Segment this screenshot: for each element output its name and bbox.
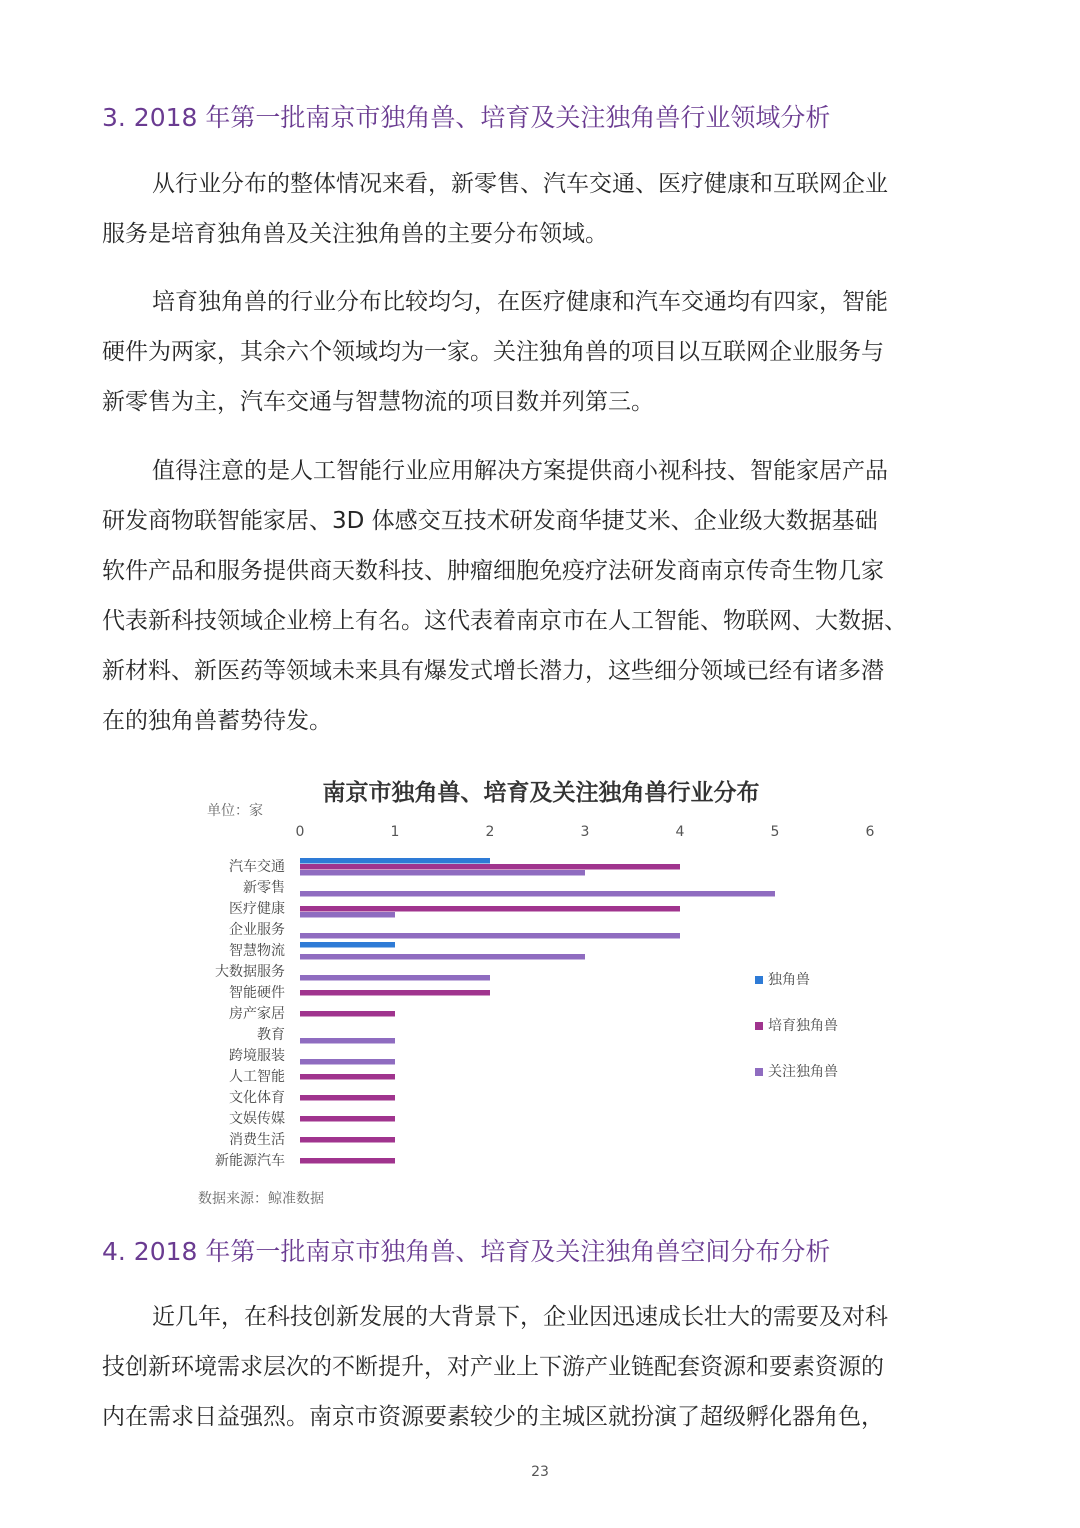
paragraph-line: 研发商物联智能家居、3D 体感交互技术研发商华捷艾米、企业级大数据基础 xyxy=(102,508,878,534)
paragraph-line: 近几年，在科技创新发展的大背景下，企业因迅速成长壮大的需要及对科 xyxy=(152,1304,888,1330)
chart-source: 数据来源：鲸准数据 xyxy=(198,1191,324,1207)
bar xyxy=(300,906,680,912)
paragraph-line: 硬件为两家，其余六个领域均为一家。关注独角兽的项目以互联网企业服务与 xyxy=(102,339,884,365)
bar xyxy=(300,975,490,981)
bar xyxy=(300,1137,395,1143)
chart-legend xyxy=(755,971,838,1080)
x-tick-label: 0 xyxy=(295,824,305,840)
bar xyxy=(300,954,585,960)
category-label: 文娱传媒 xyxy=(229,1111,285,1127)
bar xyxy=(300,870,585,876)
x-tick-label: 5 xyxy=(770,824,780,840)
bar xyxy=(300,1011,395,1017)
x-tick-label: 4 xyxy=(675,824,685,840)
bar xyxy=(300,990,490,996)
paragraph-line: 技创新环境需求层次的不断提升，对产业上下游产业链配套资源和要素资源的 xyxy=(102,1354,884,1380)
category-label: 人工智能 xyxy=(229,1069,285,1085)
category-label: 新零售 xyxy=(243,880,285,896)
paragraph-line: 从行业分布的整体情况来看，新零售、汽车交通、医疗健康和互联网企业 xyxy=(152,171,888,197)
paragraph-spatial-distribution xyxy=(102,1292,982,1442)
paragraph-line: 新零售为主，汽车交通与智慧物流的项目数并列第三。 xyxy=(102,389,654,415)
paragraph-industry-overview xyxy=(102,159,982,259)
bar xyxy=(300,1038,395,1044)
y-axis-labels xyxy=(215,859,285,1169)
x-axis-ticks xyxy=(296,824,875,840)
bar xyxy=(300,891,775,897)
section-4-heading: 4. 2018 年第一批南京市独角兽、培育及关注独角兽空间分布分析 xyxy=(102,1237,831,1266)
paragraph-line: 在的独角兽蓄势待发。 xyxy=(102,708,332,734)
paragraph-line: 新材料、新医药等领域未来具有爆发式增长潜力，这些细分领域已经有诸多潜 xyxy=(102,658,884,684)
chart-title: 南京市独角兽、培育及关注独角兽行业分布 xyxy=(322,780,760,806)
category-label: 教育 xyxy=(257,1027,285,1043)
paragraph-notable-companies xyxy=(102,446,982,746)
category-label: 跨境服装 xyxy=(229,1048,285,1064)
paragraph-line: 培育独角兽的行业分布比较均匀，在医疗健康和汽车交通均有四家，智能 xyxy=(152,289,888,315)
bar xyxy=(300,1074,395,1080)
category-label: 智能硬件 xyxy=(229,985,285,1001)
bar xyxy=(300,912,395,918)
category-label: 企业服务 xyxy=(229,922,285,938)
legend-swatch xyxy=(755,1022,763,1030)
legend-label: 独角兽 xyxy=(768,972,810,988)
paragraph-line: 软件产品和服务提供商天数科技、肿瘤细胞免疫疗法研发商南京传奇生物几家 xyxy=(102,558,884,584)
chart-svg xyxy=(195,770,895,1220)
category-label: 消费生活 xyxy=(229,1132,285,1148)
bar xyxy=(300,933,680,939)
page-number: 23 xyxy=(531,1464,549,1480)
category-label: 房产家居 xyxy=(229,1006,285,1022)
category-label: 文化体育 xyxy=(229,1090,285,1106)
industry-distribution-chart xyxy=(195,770,895,1220)
section-3-heading: 3. 2018 年第一批南京市独角兽、培育及关注独角兽行业领域分析 xyxy=(102,103,831,132)
bar xyxy=(300,1059,395,1065)
paragraph-line: 服务是培育独角兽及关注独角兽的主要分布领域。 xyxy=(102,221,608,247)
legend-swatch xyxy=(755,976,763,984)
category-label: 医疗健康 xyxy=(229,901,285,917)
x-tick-label: 6 xyxy=(865,824,875,840)
bar xyxy=(300,942,395,948)
paragraph-cultivated-distribution xyxy=(102,277,982,427)
legend-label: 关注独角兽 xyxy=(768,1064,838,1080)
x-tick-label: 3 xyxy=(580,824,590,840)
bar xyxy=(300,864,680,870)
legend-swatch xyxy=(755,1068,763,1076)
x-tick-label: 1 xyxy=(390,824,400,840)
chart-bars xyxy=(300,858,775,1164)
bar xyxy=(300,1116,395,1122)
category-label: 新能源汽车 xyxy=(215,1153,285,1169)
category-label: 智慧物流 xyxy=(229,943,285,959)
category-label: 汽车交通 xyxy=(229,859,285,875)
bar xyxy=(300,1158,395,1164)
bar xyxy=(300,1095,395,1101)
category-label: 大数据服务 xyxy=(215,964,285,980)
bar xyxy=(300,858,490,864)
chart-unit-label: 单位：家 xyxy=(207,803,263,819)
paragraph-line: 内在需求日益强烈。南京市资源要素较少的主城区就扮演了超级孵化器角色， xyxy=(102,1404,884,1430)
legend-label: 培育独角兽 xyxy=(768,1018,838,1034)
paragraph-line: 值得注意的是人工智能行业应用解决方案提供商小视科技、智能家居产品 xyxy=(152,458,888,484)
x-tick-label: 2 xyxy=(485,824,495,840)
paragraph-line: 代表新科技领域企业榜上有名。这代表着南京市在人工智能、物联网、大数据、 xyxy=(102,608,907,634)
